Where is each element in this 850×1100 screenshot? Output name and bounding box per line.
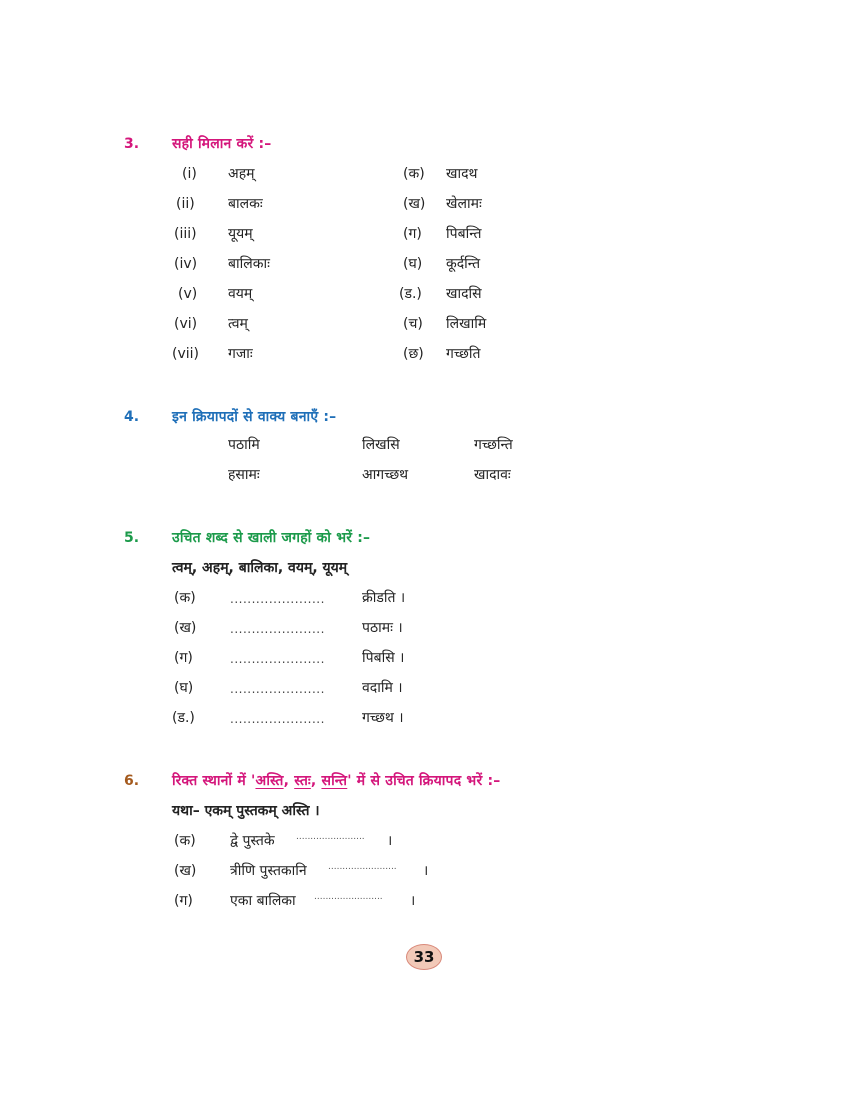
- q5-row-word: वदामि ।: [362, 680, 403, 696]
- q3-row-right: खादसि: [446, 286, 482, 302]
- q4-word: पठामि: [228, 437, 260, 453]
- q5-row-word: गच्छथ ।: [362, 710, 404, 726]
- q4-word: लिखसि: [362, 437, 400, 453]
- q3-title: सही मिलान करें :–: [172, 136, 272, 152]
- q6-row-blank: ........................: [314, 892, 383, 902]
- q5-row-word: क्रीडति ।: [362, 590, 406, 606]
- q3-row-letter: (च): [403, 316, 423, 332]
- q6-row-blank: ........................: [296, 832, 365, 842]
- q6-row-letter: (ख): [174, 863, 197, 879]
- q5-row-blank: ......................: [230, 622, 325, 636]
- q4-word: खादावः: [474, 467, 511, 483]
- q3-row-num: (iv): [174, 256, 198, 272]
- q5-row-word: पिबसि ।: [362, 650, 405, 666]
- q5-number: 5.: [124, 530, 140, 546]
- q3-row-num: (vii): [172, 346, 199, 362]
- q3-row-left: वयम्: [228, 286, 253, 302]
- q5-row-blank: ......................: [230, 652, 325, 666]
- q4-word: आगच्छथ: [362, 467, 409, 483]
- q5-row-letter: (क): [174, 590, 196, 606]
- q5-row-letter: (ग): [174, 650, 193, 666]
- q3-row-letter: (घ): [403, 256, 423, 272]
- q6-word-santi: सन्ति: [321, 773, 348, 789]
- q5-row-blank: ......................: [230, 712, 325, 726]
- page-number-badge: [406, 944, 442, 970]
- q4-number: 4.: [124, 409, 140, 425]
- q5-row-letter: (घ): [174, 680, 194, 696]
- q6-row-blank: ........................: [328, 862, 397, 872]
- q5-row-blank: ......................: [230, 592, 325, 606]
- q3-row-num: (i): [182, 166, 197, 182]
- q3-row-right: कूर्दन्ति: [446, 256, 481, 272]
- q6-row-letter: (ग): [174, 893, 193, 909]
- q5-title: उचित शब्द से खाली जगहों को भरें :–: [172, 530, 371, 546]
- q6-title-post: ' में से उचित क्रियापद भरें :–: [347, 773, 501, 789]
- q6-title: [172, 772, 500, 790]
- q6-row-end: ।: [423, 863, 429, 879]
- q3-row-right: लिखामि: [446, 316, 487, 332]
- q3-row-left: गजाः: [228, 346, 253, 362]
- q6-title-sep: ,: [310, 773, 322, 789]
- q3-row-right: खादथ: [446, 166, 478, 182]
- q6-row-letter: (क): [174, 833, 196, 849]
- q3-row-letter: (क): [403, 166, 425, 182]
- q3-row-left: बालिकाः: [228, 256, 270, 272]
- q6-row-end: ।: [387, 833, 393, 849]
- q6-title-pre: रिक्त स्थानों में ': [172, 773, 256, 789]
- q3-row-left: त्वम्: [228, 316, 248, 332]
- q6-word-asti: अस्ति: [255, 773, 284, 789]
- q3-row-letter: (ख): [403, 196, 426, 212]
- q6-title-sep: ,: [283, 773, 295, 789]
- q6-word-stah: स्तः: [294, 773, 311, 789]
- q6-row-text: द्वे पुस्तके: [230, 833, 275, 849]
- q3-number: 3.: [124, 136, 140, 152]
- q4-word: गच्छन्ति: [474, 437, 513, 453]
- q3-row-right: गच्छति: [446, 346, 481, 362]
- q6-row-end: ।: [410, 893, 416, 909]
- q3-row-right: पिबन्ति: [446, 226, 482, 242]
- q3-row-num: (ii): [176, 196, 195, 212]
- q5-options: त्वम्, अहम्, बालिका, वयम्, यूयम्: [172, 560, 348, 576]
- q3-row-num: (iii): [174, 226, 197, 242]
- page-number: 33: [413, 948, 435, 966]
- q6-row-text: एका बालिका: [230, 893, 296, 909]
- q4-word: हसामः: [228, 467, 260, 483]
- q3-row-letter: (छ): [403, 346, 424, 362]
- q5-row-letter: (ड.): [172, 710, 195, 726]
- q3-row-left: अहम्: [228, 166, 255, 182]
- q3-row-letter: (ग): [403, 226, 422, 242]
- q6-example: यथा– एकम् पुस्तकम् अस्ति ।: [172, 803, 320, 819]
- q3-row-left: यूयम्: [228, 226, 253, 242]
- q6-row-text: त्रीणि पुस्तकानि: [230, 863, 307, 879]
- q5-row-letter: (ख): [174, 620, 197, 636]
- q3-row-letter: (ड.): [399, 286, 422, 302]
- q3-row-num: (vi): [174, 316, 198, 332]
- q3-row-left: बालकः: [228, 196, 263, 212]
- q3-row-right: खेलामः: [446, 196, 482, 212]
- q4-title: इन क्रियापदों से वाक्य बनाएँ :–: [172, 409, 337, 425]
- q6-number: 6.: [124, 773, 140, 789]
- q5-row-blank: ......................: [230, 682, 325, 696]
- q5-row-word: पठामः ।: [362, 620, 403, 636]
- q3-row-num: (v): [178, 286, 198, 302]
